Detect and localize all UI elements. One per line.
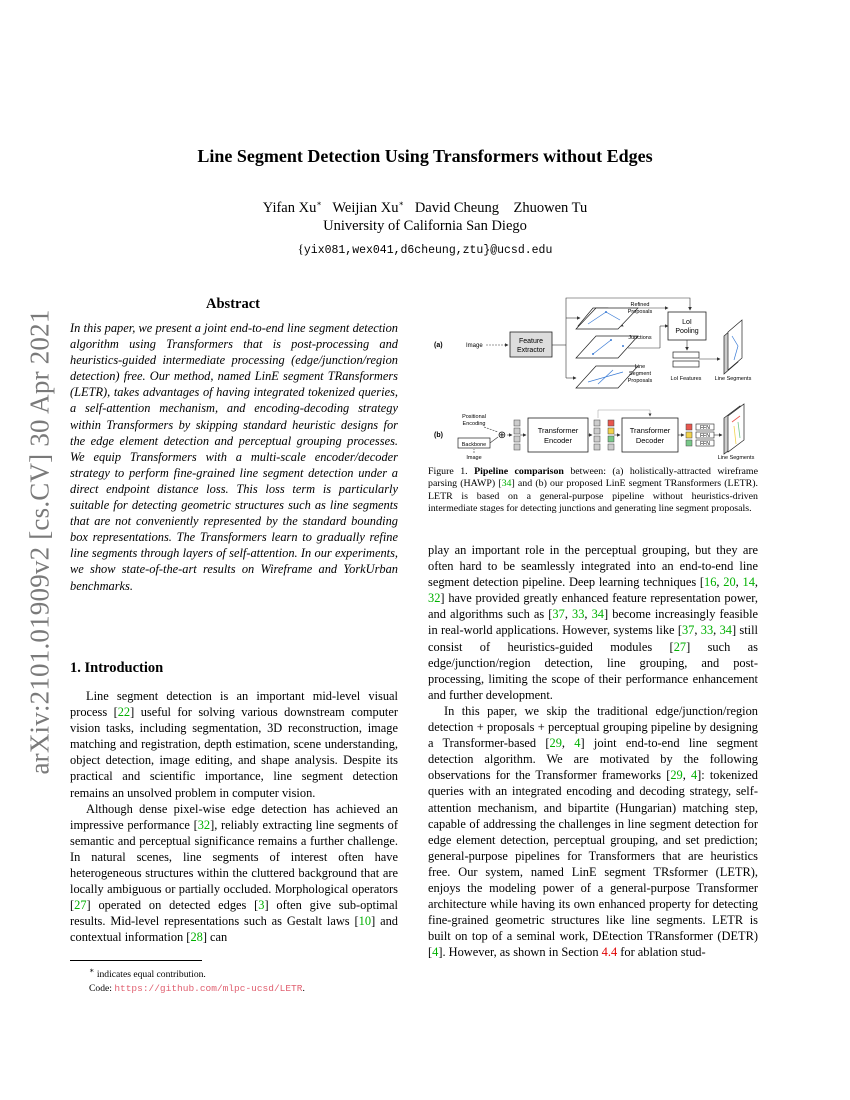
loi-pooling-label: Pooling <box>675 328 699 335</box>
transformer-encoder-box <box>528 418 588 452</box>
label-image-b: Image <box>466 455 482 460</box>
author-mark: ∗ <box>316 199 322 208</box>
abstract-text: In this paper, we present a joint end-to-end line segment detection algorithm using Transformers that is post-processing and heuristics-guided intermediate processing (edge/junction/region detection) free. Our method, named LinE segment TRansformers (LETR), takes advantages of having integrated tokenized queries, a self-attention mechanism, and encoding-decoding strategy within Transformers by skipping standard heuristic designs for the edge element detection and perceptual grouping processes. We equip Transformers with a multi-scale encoder/decoder strategy to perform fine-grained line segment detection under a direct endpoint distance loss. This loss term is particularly suitable for detecting geometric structures such as line segments that are not conveniently represented by the standard bounding box representations. The Transformers learn to gradually refine line segments through layers of self-attention. In our experiments, we show state-of-the-art results on Wireframe and YorkUrban benchmarks. <box>70 321 398 593</box>
email-domain: }@ucsd.edu <box>483 244 553 257</box>
encoder-tokens <box>514 420 520 450</box>
author-name: Weijian Xu <box>332 199 399 216</box>
section-heading-introduction: 1. Introduction <box>70 660 164 676</box>
ffn-label: FFN <box>700 433 710 439</box>
footnote: ∗ indicates equal contribution. Code: https://github.com/mlpc-ucsd/LETR. <box>89 966 305 995</box>
arxiv-sidebar <box>10 292 70 792</box>
caption-bold: Pipeline comparison <box>474 466 564 477</box>
caption-figure-number: Figure 1. <box>428 466 475 477</box>
citation-link[interactable]: 27 <box>673 639 687 654</box>
email-users: yix081,wex041,d6cheung,ztu <box>303 244 484 257</box>
citation-link[interactable]: 37 <box>681 623 695 638</box>
arxiv-id: arXiv:2101.01909v2 [cs.CV] 30 Apr 2021 <box>24 309 55 775</box>
feature-extractor-label: Feature <box>518 338 544 345</box>
author-mark: ∗ <box>398 199 404 208</box>
feature-extractor-label: Extractor <box>516 347 546 354</box>
citation-link[interactable]: 34 <box>591 607 604 622</box>
line-segments-label-b: Line Segments <box>717 455 755 460</box>
pipeline-diagram <box>428 296 758 460</box>
loi-feature-bar <box>673 352 699 358</box>
transformer-decoder-label: Transformer <box>629 426 671 435</box>
citation-link[interactable]: 29 <box>670 768 683 783</box>
footnote-mark: ∗ <box>89 966 95 975</box>
line-segment-proposals-label: Proposals <box>627 378 653 384</box>
intro-left-column <box>70 688 398 946</box>
positional-encoding-label: Positional <box>462 414 486 420</box>
affiliation: University of California San Diego <box>323 218 527 234</box>
loi-pooling-label: LoI <box>682 319 692 326</box>
citation-link[interactable]: 32 <box>197 817 211 832</box>
loi-feature-bar <box>673 361 699 367</box>
query-tokens <box>608 420 614 450</box>
citation-link[interactable]: 34 <box>719 623 732 638</box>
paper-title: Line Segment Detection Using Transformers without Edges <box>197 146 653 166</box>
citation-link[interactable]: 14 <box>742 575 755 590</box>
citation-link[interactable]: 27 <box>74 898 87 913</box>
author-name: Yifan Xu <box>262 199 317 216</box>
citation-link[interactable]: 3 <box>258 898 265 913</box>
transformer-encoder-label: Encoder <box>544 436 572 445</box>
line-segments-label-a: Line Segments <box>714 376 752 382</box>
positional-encoding-label: Encoding <box>462 421 486 427</box>
decoder-output-tokens <box>686 424 692 446</box>
plus-icon: ⊕ <box>497 430 507 441</box>
footnote-equal: indicates equal contribution. <box>96 969 206 981</box>
citation-link[interactable]: 4 <box>432 945 439 960</box>
label-a: (a) <box>434 342 443 349</box>
ffn-label: FFN <box>700 441 710 447</box>
junctions-label: Junctions <box>628 335 652 341</box>
label-image-a: Image <box>466 343 483 349</box>
line-segment-proposals-label: Segment <box>628 371 652 377</box>
code-link[interactable]: https://github.com/mlpc-ucsd/LETR <box>114 983 303 995</box>
transformer-decoder-box <box>622 418 678 452</box>
citation-link[interactable]: 4 <box>574 736 581 751</box>
citation-link[interactable]: 32 <box>428 591 441 606</box>
encoder-output-tokens <box>594 420 600 450</box>
refined-proposals-label: Proposals <box>627 309 653 315</box>
intro-right-column <box>428 542 758 960</box>
section-link[interactable]: 4.4 <box>601 945 618 960</box>
ffn-label: FFN <box>700 425 710 431</box>
paragraph: play an important role in the perceptual grouping, but they are often hard to be seamlessly integrated into an end-to-end line segment detection pipeline. Deep learning techniques [16, 20, 14, 32] have provided greatly enhanced feature representation power, and algorithms such as [37, 33, 34] become increasingly feasible in real-world applications. However, systems like [37, 33, 34] still consist of heuristics-guided modules [27] such as edge/junction/region detection, line grouping, and post-processing, limiting the scope of their performance enhancement and further development. <box>428 543 759 702</box>
label-b: (b) <box>434 432 443 439</box>
figure-caption: Figure 1. Pipeline comparison between: (a) holistically-attracted wireframe parsing (HAWP) [34] and (b) our proposed LinE segment TRansformers (LETR). LETR is based on a general-purpose pipeline without heuristics-driven intermediate stages for detecting junctions and generating line segment proposals. <box>428 466 758 515</box>
citation-link[interactable]: 28 <box>190 930 203 945</box>
transformer-encoder-label: Transformer <box>537 426 579 435</box>
transformer-decoder-label: Decoder <box>635 436 665 445</box>
citation-link[interactable]: 37 <box>552 607 565 622</box>
backbone-label: Backbone <box>461 442 487 448</box>
citation-link[interactable]: 34 <box>501 478 512 490</box>
citation-link[interactable]: 10 <box>358 914 372 929</box>
paragraph: Line segment detection is an important mid-level visual process [22] useful for solving various downstream computer vision tasks, including segmentation, 3D reconstruction, image matching and registration, depth estimation, scene understanding, object detection, image editing, and shape analysis. Despite its practical and scientific importance, line segment detection remains an unsolved problem in computer vision. <box>70 689 398 800</box>
email-open-brace: { <box>297 241 304 256</box>
citation-link[interactable]: 16 <box>704 575 717 590</box>
citation-link[interactable]: 22 <box>117 705 131 720</box>
author-emails <box>0 241 850 257</box>
author-name: David Cheung <box>414 199 499 216</box>
paragraph: In this paper, we skip the traditional edge/junction/region detection + proposals + perceptual grouping pipeline by designing a Transformer-based [29, 4] joint end-to-end line segment detection algorithm. We are motivated by the following observations for the Transformer frameworks [29, 4]: tokenized queries with an integrated encoding and decoding strategy, self-attention mechanism, and bipartite (Hungarian) matching step, capable of addressing the challenges in line segment detection for edge element detection, perceptual grouping, and set prediction; general-purpose pipelines for Transformers that are heuristics free. Our system, named LinE segment TRsformer (LETR), enjoys the modeling power of a general-purpose Transformer architecture while having its own enhanced property for detecting fine-grained geometric structures like line segments. LETR is built on top of a seminal work, DEtection TRansformer (DETR) [4]. However, as shown in Section 4.4 for ablation stud- <box>428 703 758 960</box>
citation-link[interactable]: 20 <box>723 575 736 590</box>
paragraph: Although dense pixel-wise edge detection has achieved an impressive performance [32], reliably extracting line segments of semantic and perceptual significance remains a further challenge. In natural scenes, line segments of interest often have heterogeneous structures within the cluttered background that are locally ambiguous or partially occluded. Morphological operators [27] operated on detected edges [3] often give sub-optimal results. Mid-level representations such as Gestalt laws [10] and contextual information [28] can <box>70 801 398 945</box>
author-name: Zhuowen Tu <box>513 199 588 216</box>
figure-pipeline <box>428 296 758 460</box>
citation-link[interactable]: 4 <box>690 768 698 783</box>
loi-features-label: LoI Features <box>670 376 702 382</box>
citation-link[interactable]: 33 <box>700 623 714 638</box>
code-label: Code: <box>89 983 115 995</box>
line-segment-proposals-label: Line <box>634 364 646 370</box>
citation-link[interactable]: 29 <box>549 736 562 751</box>
citation-link[interactable]: 33 <box>572 607 585 622</box>
footnote-rule <box>70 960 202 961</box>
loi-pooling-box <box>668 312 706 340</box>
abstract-heading: Abstract <box>206 296 260 312</box>
author-list <box>0 199 850 217</box>
refined-proposals-label: Refined <box>630 302 650 308</box>
